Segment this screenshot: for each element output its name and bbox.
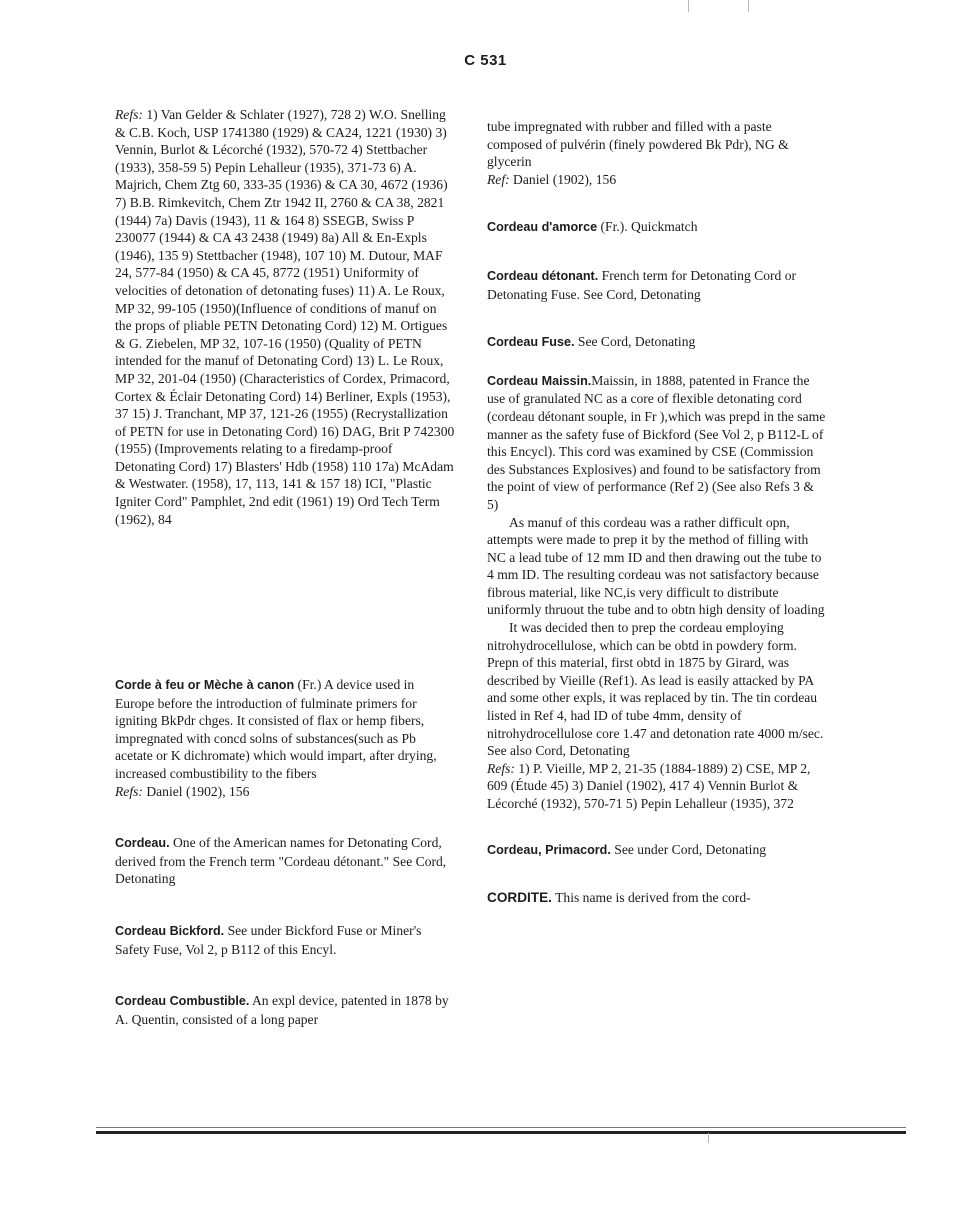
term-heading: Cordeau Maissin. bbox=[487, 373, 592, 388]
entry-text: (Fr.). Quickmatch bbox=[597, 219, 698, 235]
term-heading: Cordeau. bbox=[115, 836, 170, 851]
term-heading: Cordeau Bickford. bbox=[115, 923, 225, 938]
entry-cordeau-fuse bbox=[487, 333, 827, 352]
entry-text: French term for Detonating Cord or Detonating Fuse. See Cord, Detonating bbox=[487, 267, 797, 302]
refs-text: Daniel (1902), 156 bbox=[509, 171, 617, 187]
refs-text: 1) Van Gelder & Schlater (1927), 728 2) W.O. Snelling & C.B. Koch, USP 1741380 (1929) & CA24, 1221 (1930) 3) Vennin, Burlot & Lécorché (1932), 570-72 4) Stettbacher (1933), 358-59 5) Pepin Lehalleur (1935), 371-73 6) A. Majrich, Chem Ztg 60, 333-35 (1936) & CA 30, 4672 (1936) 7) B.B. Rimkevitch, Chem Ztr 1942 II, 2760 & CA 38, 2821 (1944) 7a) Davis (1943), 11 & 164 8) SSEGB, Swiss P 230077 (1944) & CA 43 2438 (1949) 8a) All & En-Expls (1946), 135 9) Stettbacher (1948), 107 10) M. Dutour, MAF 24, 577-84 (1950) & CA 45, 8772 (1951) Uniformity of velocities of detonation of detonating fuses) 11) A. Le Roux, MP 32, 99-105 (1950)(Influence of conditions of manuf on the props of pliable PETN Detonating Cord) 12) M. Ortigues & G. Ziebelen, MP 32, 107-16 (1950) (Quality of PETN intended for the manuf of Detonating Cord) 13) L. Le Roux, MP 32, 201-04 (1950) (Characteristics of Cordex, Primacord, Cortex & Éclair Detonating Cord) 14) Berliner, Expls (1953), 37 15) J. Tranchant, MP 37, 121-26 (1955) (Recrystallization of PETN for use in Detonating Cord) 16) DAG, Brit P 742300 (1955) (Improvements relating to a firedamp-proof Detonating Cord) 17) Blasters' Hdb (1958) 110 17a) McAdam & Westwater. (1958), 17, 113, 141 & 157 18) ICI, "Plastic Igniter Cord" Pamphlet, 2nd edit (1961) 19) Ord Tech Term (1962), 84 bbox=[115, 107, 455, 527]
entry-cordeau-detonant bbox=[487, 267, 827, 303]
entry-text: tube impregnated with rubber and filled with a paste composed of pulvérin (finely powdered Bk Pdr), NG & glycerin bbox=[487, 119, 789, 170]
entry-text: See under Cord, Detonating bbox=[610, 841, 767, 857]
entry-text: Maissin, in 1888, patented in France the use of granulated NC as a core of flexible detonating cord (cordeau détonant souple, in Fr ),which was prepd in the same manner as the safety fuse of Bickford (See Vol 2, p B112-L of this Encycl). This cord was examined by CSE (Commission des Substances Explosives) and found to be satisfactory from the point of view of performance (Ref 2) (See also Refs 3 & 5) bbox=[487, 372, 826, 512]
footer-rule-thin bbox=[96, 1127, 906, 1128]
entry-cordeau-bickford bbox=[115, 922, 455, 958]
edge-mark bbox=[748, 0, 749, 12]
refs-label: Refs: bbox=[115, 783, 143, 799]
edge-mark bbox=[688, 0, 689, 12]
entry-text: An expl device, patented in 1878 by A. Quentin, consisted of a long paper bbox=[115, 993, 449, 1027]
term-heading: Cordeau Combustible. bbox=[115, 994, 250, 1009]
entry-cordeau-combustible bbox=[115, 992, 455, 1028]
entry-cordeau-maissin bbox=[487, 372, 827, 514]
entry-cordite bbox=[487, 889, 827, 907]
refs-text: 1) P. Vieille, MP 2, 21-35 (1884-1889) 2) CSE, MP 2, 609 (Étude 45) 3) Daniel (1902), 417 4) Vennin Burlot & Lécorché (1932), 570-71 5) Pepin Lehalleur (1935), 372 bbox=[487, 760, 811, 811]
term-heading: Corde à feu or Mèche à canon bbox=[115, 678, 295, 692]
refs-label: Refs: bbox=[487, 760, 515, 776]
entry-text: (Fr.) A device used in Europe before the introduction of fulminate primers for igniting BkPdr chges. It consisted of flax or hemp fibers, impregnated with concd solns of substances(such as Pb acetate or K dichromate) which would impart, after drying, increased combustibility to the fibers bbox=[115, 677, 437, 781]
entry-corde-a-feu bbox=[115, 676, 455, 800]
term-heading: Cordeau détonant. bbox=[487, 268, 599, 283]
entry-cordeau bbox=[115, 834, 455, 888]
right-column bbox=[487, 118, 827, 907]
refs-entry bbox=[487, 760, 827, 813]
refs-label: Ref: bbox=[487, 171, 510, 187]
page-number-header: C 531 bbox=[464, 52, 507, 69]
entry-text: See Cord, Detonating bbox=[574, 334, 696, 350]
term-heading: Cordeau, Primacord. bbox=[487, 842, 611, 857]
entry-paragraph: It was decided then to prep the cordeau employing nitrohydrocellulose, which can be obtd in powdery form. Prepn of this material, first obtd in 1875 by Girard, was described by Vieille (Ref1). As lead is easily attacked by PA and some other expls, it was replaced by tin. The tin cordeau listed in Ref 4, had ID of tube 4mm, density of nitrohydrocellulose core 1.47 and detonation rate 4000 m/sec. See also Cord, Detonating bbox=[487, 620, 824, 759]
refs-entry bbox=[115, 106, 455, 646]
entry-text: One of the American names for Detonating Cord, derived from the French term "Cordeau détonant." See Cord, Detonating bbox=[115, 835, 447, 887]
term-heading: Cordeau d'amorce bbox=[487, 220, 598, 235]
entry-combustible-continued bbox=[487, 118, 827, 188]
edge-mark bbox=[708, 1133, 709, 1143]
footer-rule bbox=[96, 1131, 906, 1134]
refs-text: Daniel (1902), 156 bbox=[142, 783, 250, 799]
entry-cordeau-primacord bbox=[487, 841, 827, 860]
term-heading: CORDITE. bbox=[487, 890, 552, 906]
entry-paragraph: As manuf of this cordeau was a rather difficult opn, attempts were made to prep it by the method of filling with NC a lead tube of 12 mm ID and then drawing out the tube to 4 mm ID. The resulting cordeau was not satisfactory because fibrous material, like NC,is very difficult to distribute uniformly thruout the tube and to obtn high density of loading bbox=[487, 514, 825, 618]
entry-text: This name is derived from the cord- bbox=[551, 890, 751, 906]
term-heading: Cordeau Fuse. bbox=[487, 335, 575, 350]
left-column bbox=[115, 106, 455, 1028]
entry-cordeau-damorce bbox=[487, 218, 827, 237]
refs-label: Refs: bbox=[115, 107, 143, 122]
entry-text: See under Bickford Fuse or Miner's Safety Fuse, Vol 2, p B112 of this Encyl. bbox=[115, 922, 422, 957]
